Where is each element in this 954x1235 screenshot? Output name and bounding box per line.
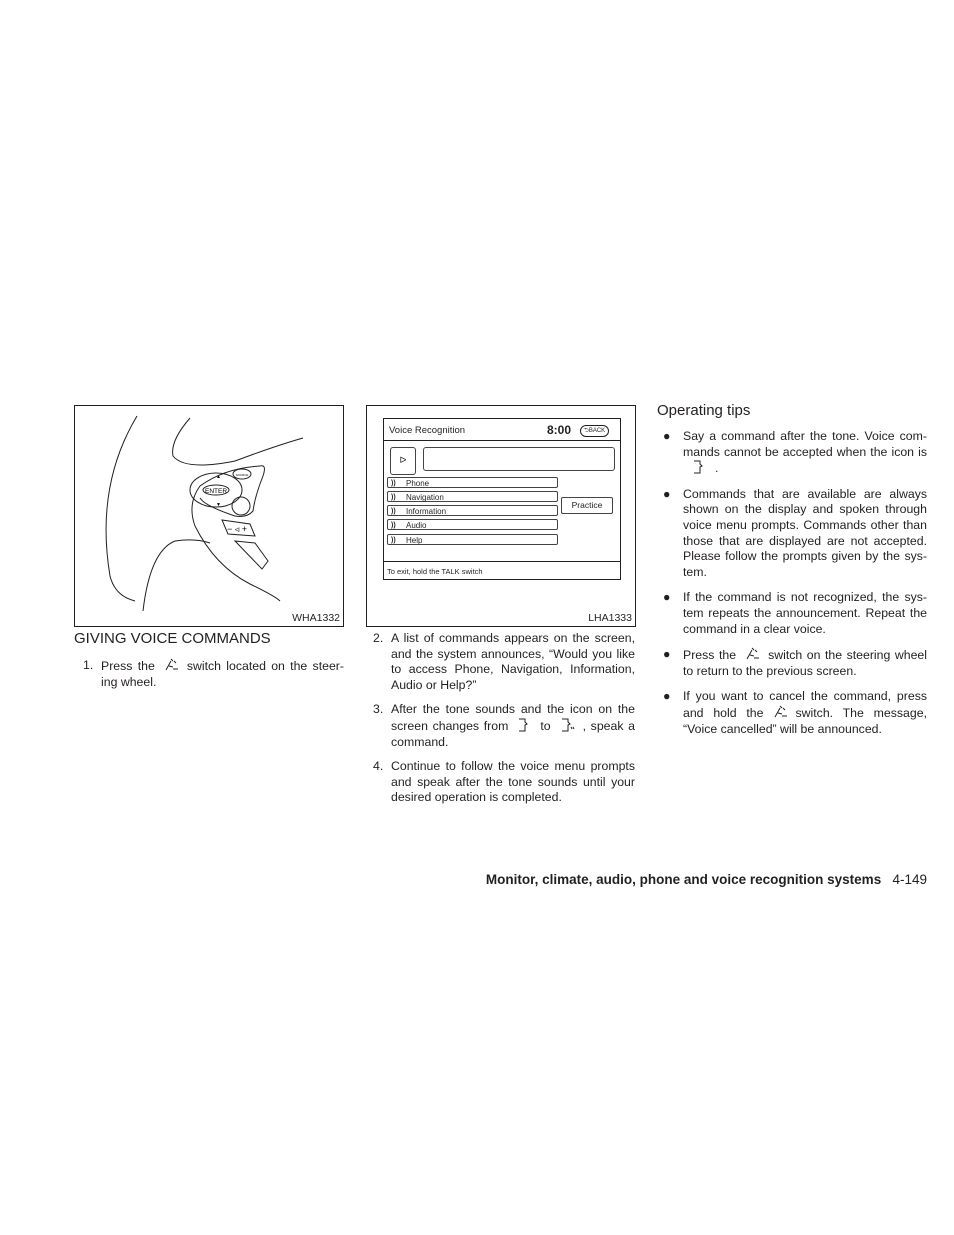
tip-2: ● Commands that are available are always shown on the display and spoken through voice menu prompts. Commands other than those that are displayed are not accepted. Please follow the prompts given by the sys-tem. [663,486,927,579]
command-help[interactable]: )) Help [387,534,558,545]
back-label: BACK [588,428,606,434]
back-button[interactable]: ⮌BACK [580,425,609,437]
section-title: Monitor, climate, audio, phone and voice recognition systems [485,872,882,887]
steering-wheel-switch-illustration [75,406,343,626]
section-heading: GIVING VOICE COMMANDS [74,630,271,647]
command-phone[interactable]: )) Phone [387,477,558,488]
tip-4: ● Press the switch on the steering wheel to return to the previous screen. [663,647,927,678]
screen-footer-hint: To exit, hold the TALK switch [384,561,620,579]
operating-tips-heading: Operating tips [657,402,751,419]
voice-input-field [423,447,615,471]
screen-title: Voice Recognition [389,425,466,436]
voice-icon-speaking [559,718,575,732]
voice-icon-idle [516,718,532,732]
svg-text:▼: ▼ [216,502,221,508]
voice-icon-idle [691,460,707,474]
enter-button-label: ENTER [204,488,228,495]
step-2: 2. A list of commands appears on the screen, and the system announces, “Would you like to access Phone, Navigation, Information, Audio or Help?” [373,631,635,692]
screen-header [384,419,620,441]
tip-3: ● If the command is not recognized, the sys-tem repeats the announcement. Repeat the command in a clear voice. [663,590,927,636]
page-footer [486,872,927,887]
page-number: 4-149 [892,872,927,887]
tip-5: ● If you want to cancel the command, press and hold the switch. The message, “Voice cancelled” will be announced. [663,689,927,736]
step-4: 4. Continue to follow the voice menu prompts and speak after the tone sounds until your desired operation is completed. [373,759,635,805]
tip-1: ● Say a command after the tone. Voice com-mands cannot be accepted when the icon is. [663,429,927,476]
source-button-label: SOURCE [235,473,249,477]
svg-text:− ◃ +: − ◃ + [227,524,248,534]
talk-switch-icon [772,705,788,719]
svg-text:▲: ▲ [216,474,221,480]
step-1: 1. Press the switch located on the steer-ing wheel. [83,658,344,689]
steering-wheel-figure [74,405,344,627]
command-navigation[interactable]: )) Navigation [387,491,558,502]
command-audio[interactable]: )) Audio [387,519,558,530]
figure-id: LHA1333 [588,612,632,624]
clock: 8:00 [547,423,572,437]
command-information[interactable]: )) Information [387,505,558,516]
practice-button[interactable]: Practice [561,497,613,514]
speaker-face-icon: ᐅ [390,447,416,475]
talk-switch-icon [163,658,179,672]
figure-id: WHA1332 [292,612,340,624]
voice-recognition-screen-figure [366,405,636,627]
talk-switch-icon [744,647,760,661]
display-screen [383,418,621,580]
step-3: 3. After the tone sounds and the icon on the screen changes from to , speak a command. [373,702,635,749]
